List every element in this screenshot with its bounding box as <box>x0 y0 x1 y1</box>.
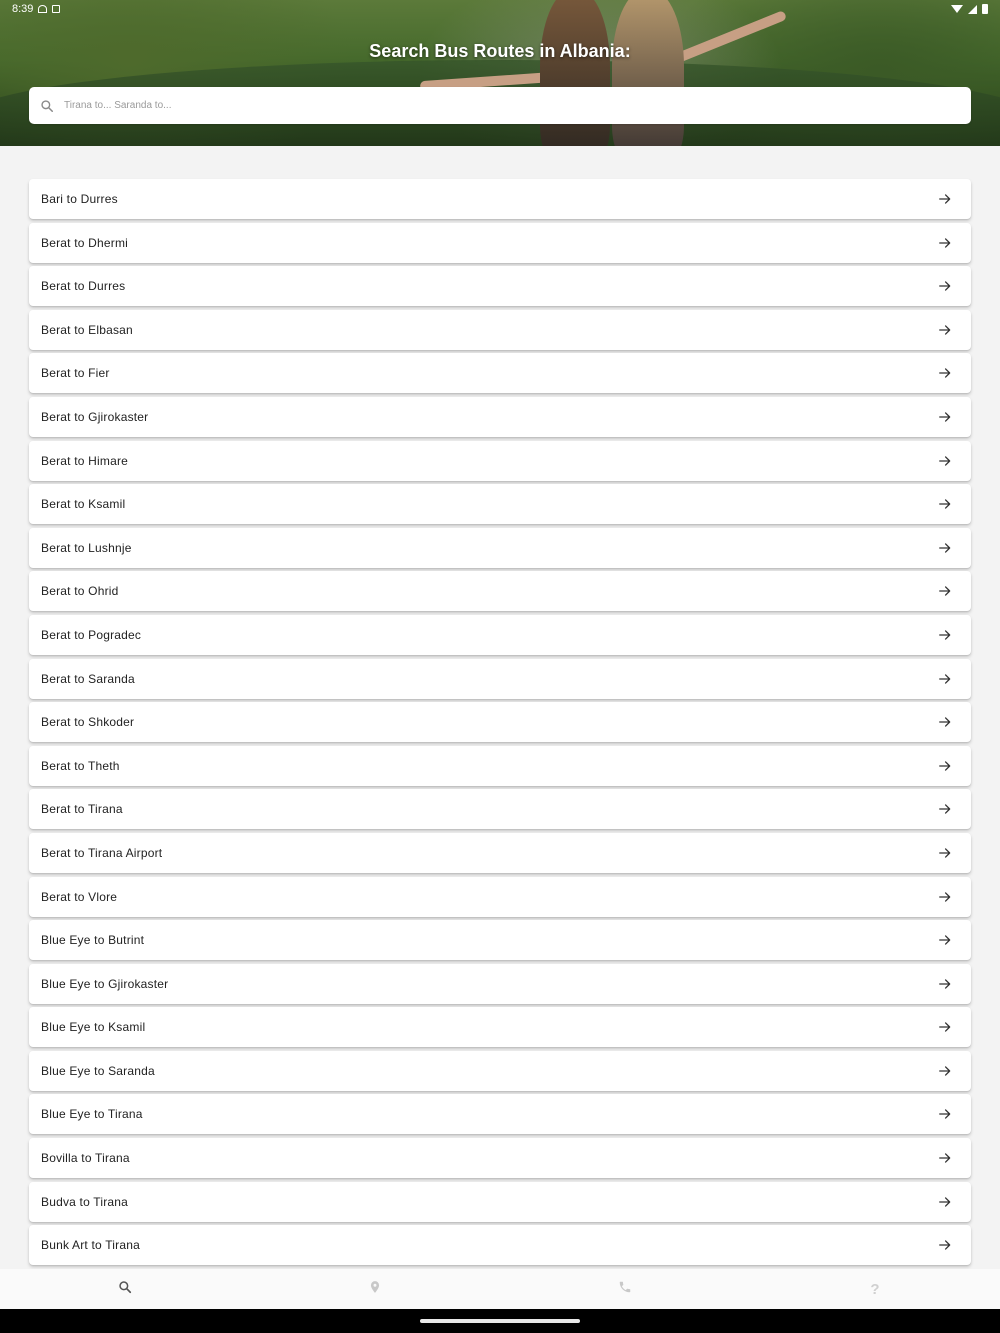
arrow-right-icon <box>938 1238 952 1252</box>
arrow-right-icon <box>938 1195 952 1209</box>
nav-location[interactable] <box>250 1269 500 1309</box>
route-list-item[interactable] <box>29 1182 971 1222</box>
route-list-item[interactable] <box>29 441 971 481</box>
route-list-item[interactable] <box>29 1138 971 1178</box>
route-list-item[interactable] <box>29 397 971 437</box>
arrow-right-icon <box>938 454 952 468</box>
route-list-item[interactable] <box>29 1225 971 1265</box>
route-label: Berat to Elbasan <box>41 322 133 337</box>
route-label: Berat to Himare <box>41 453 129 468</box>
route-label: Blue Eye to Gjirokaster <box>41 976 169 991</box>
route-label: Berat to Dhermi <box>41 235 129 250</box>
nav-help[interactable] <box>750 1269 1000 1309</box>
arrow-right-icon <box>938 672 952 686</box>
route-label: Budva to Tirana <box>41 1194 129 1209</box>
route-list-item[interactable] <box>29 789 971 829</box>
route-list-item[interactable] <box>29 310 971 350</box>
route-label: Berat to Theth <box>41 758 120 773</box>
arrow-right-icon <box>938 933 952 947</box>
route-label: Bari to Durres <box>41 192 118 206</box>
route-list-item[interactable] <box>29 659 971 699</box>
arrow-right-icon <box>938 541 952 555</box>
arrow-right-icon <box>938 628 952 642</box>
arrow-right-icon <box>938 1107 952 1121</box>
wifi-notification-icon <box>38 5 47 13</box>
bottom-navigation <box>0 1269 1000 1309</box>
hero-photo-person <box>612 0 684 146</box>
route-list-item[interactable] <box>29 528 971 568</box>
system-navigation-bar <box>0 1309 1000 1333</box>
arrow-right-icon <box>938 279 952 293</box>
arrow-right-icon <box>938 890 952 904</box>
nav-search[interactable] <box>0 1269 250 1309</box>
route-list-item[interactable] <box>29 484 971 524</box>
battery-icon <box>982 4 988 14</box>
route-list-item[interactable] <box>29 920 971 960</box>
search-bar[interactable] <box>29 87 971 124</box>
arrow-right-icon <box>938 1020 952 1034</box>
arrow-right-icon <box>938 977 952 991</box>
search-icon <box>40 99 54 113</box>
wifi-icon <box>951 5 963 13</box>
route-list-item[interactable] <box>29 702 971 742</box>
arrow-right-icon <box>938 366 952 380</box>
arrow-right-icon <box>938 584 952 598</box>
route-label: Berat to Fier <box>41 366 110 381</box>
route-list-item[interactable] <box>29 179 971 219</box>
home-indicator[interactable] <box>420 1319 580 1323</box>
arrow-right-icon <box>938 236 952 250</box>
route-label: Blue Eye to Butrint <box>41 933 145 948</box>
route-label: Berat to Durres <box>41 279 126 294</box>
route-label: Berat to Lushnje <box>41 540 132 555</box>
arrow-right-icon <box>938 410 952 424</box>
arrow-right-icon <box>938 846 952 860</box>
arrow-right-icon <box>938 759 952 773</box>
route-label: Bunk Art to Tirana <box>41 1238 140 1253</box>
route-list-item[interactable] <box>29 877 971 917</box>
route-label: Berat to Gjirokaster <box>41 409 149 424</box>
route-label: Berat to Tirana Airport <box>41 845 163 860</box>
arrow-right-icon <box>938 497 952 511</box>
route-label: Berat to Saranda <box>41 671 135 686</box>
arrow-right-icon <box>938 323 952 337</box>
help-icon: ? <box>870 1280 880 1298</box>
arrow-right-icon <box>938 192 952 206</box>
route-list-item[interactable] <box>29 1007 971 1047</box>
route-list-item[interactable] <box>29 1051 971 1091</box>
route-list-item[interactable] <box>29 353 971 393</box>
arrow-right-icon <box>938 1064 952 1078</box>
notification-icon <box>52 5 60 13</box>
search-icon <box>118 1280 132 1299</box>
arrow-right-icon <box>938 802 952 816</box>
search-input[interactable] <box>64 87 971 124</box>
hero-header <box>0 0 1000 146</box>
route-label: Blue Eye to Tirana <box>41 1107 143 1122</box>
arrow-right-icon <box>938 1151 952 1165</box>
route-label: Blue Eye to Saranda <box>41 1063 155 1078</box>
hero-photo-person <box>540 0 610 146</box>
route-label: Berat to Ohrid <box>41 584 119 599</box>
arrow-right-icon <box>938 715 952 729</box>
route-list-item[interactable] <box>29 615 971 655</box>
route-list <box>29 179 971 1269</box>
route-list-item[interactable] <box>29 746 971 786</box>
route-label: Berat to Tirana <box>41 802 123 817</box>
route-list-item[interactable] <box>29 266 971 306</box>
route-list-item[interactable] <box>29 964 971 1004</box>
signal-icon <box>968 5 977 14</box>
status-time: 8:39 <box>12 3 34 15</box>
route-list-item[interactable] <box>29 833 971 873</box>
route-list-item[interactable] <box>29 223 971 263</box>
status-bar <box>0 0 1000 18</box>
location-pin-icon <box>368 1280 382 1299</box>
route-label: Berat to Shkoder <box>41 715 135 730</box>
page-title: Search Bus Routes in Albania: <box>369 41 631 61</box>
phone-icon <box>618 1280 632 1299</box>
route-list-item[interactable] <box>29 1094 971 1134</box>
route-label: Berat to Pogradec <box>41 627 142 642</box>
route-list-item[interactable] <box>29 571 971 611</box>
route-label: Blue Eye to Ksamil <box>41 1020 146 1035</box>
route-label: Bovilla to Tirana <box>41 1151 130 1166</box>
route-label: Berat to Vlore <box>41 889 118 904</box>
nav-contact[interactable] <box>500 1269 750 1309</box>
route-label: Berat to Ksamil <box>41 497 126 512</box>
